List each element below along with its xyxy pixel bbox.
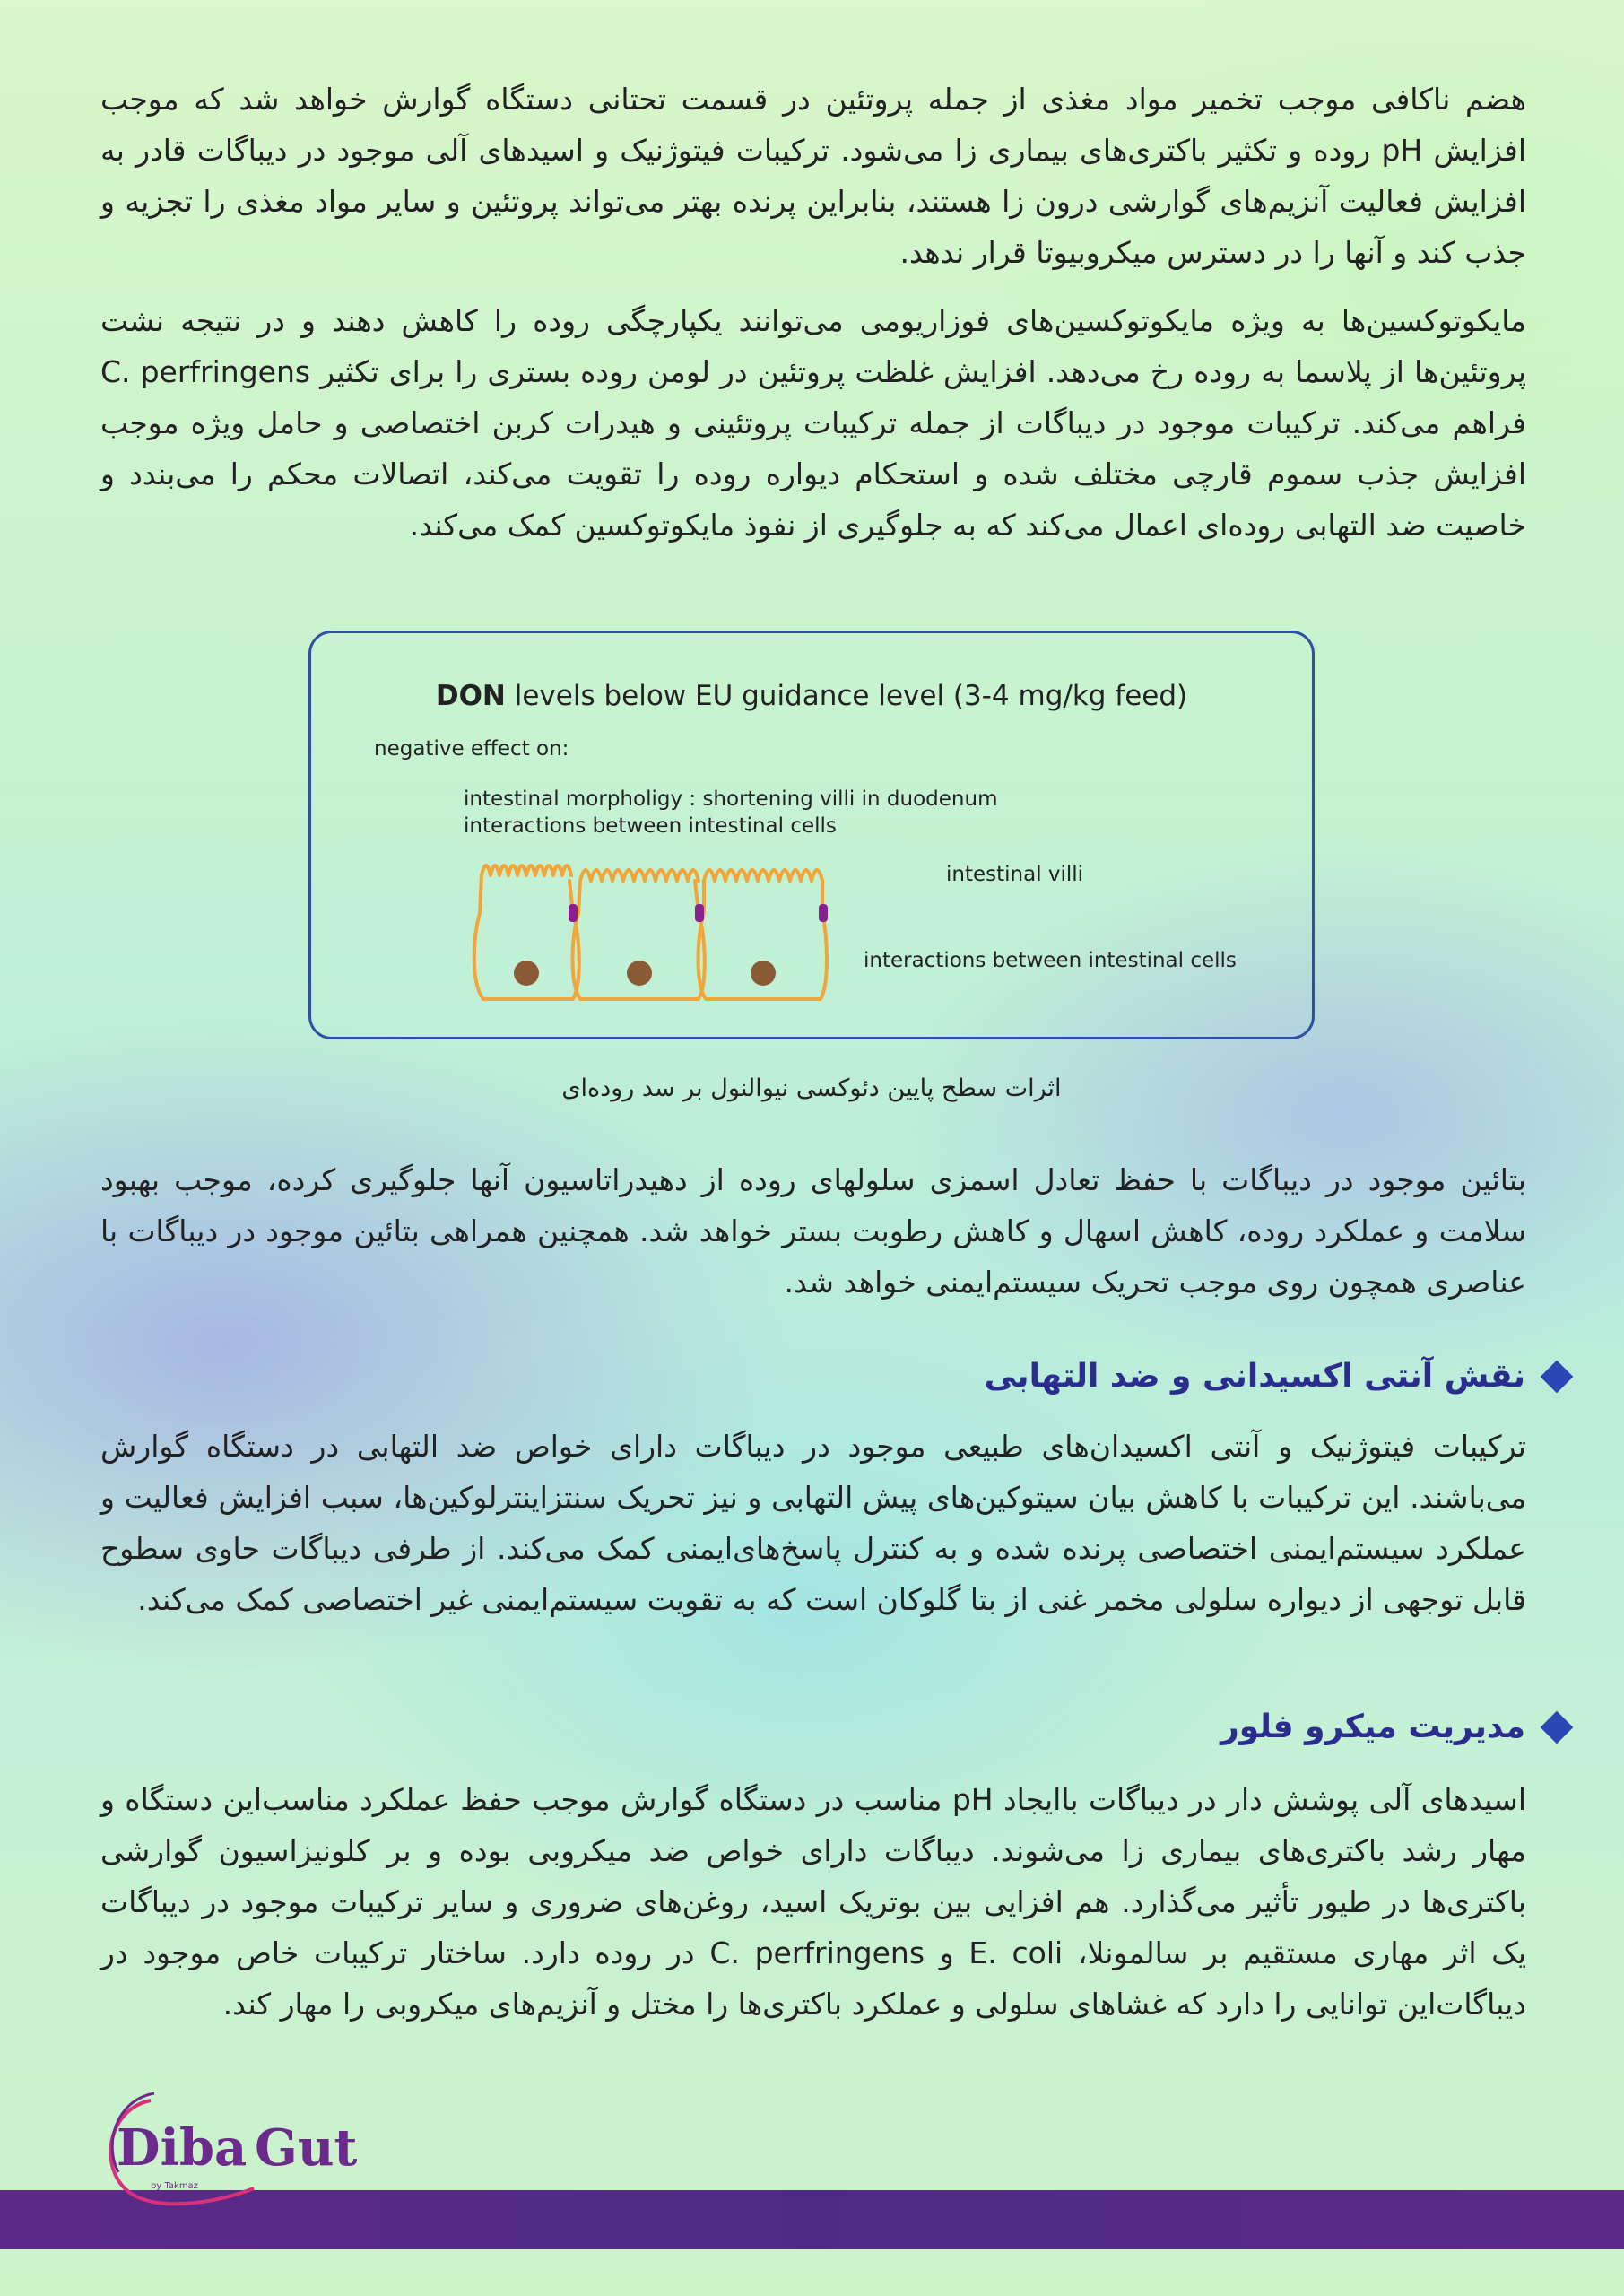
cell-2-villi [580,870,699,881]
logo-text-diba: Diba [117,2118,248,2178]
label-cell-interactions: interactions between intestinal cells [864,949,1237,972]
nucleus-1 [514,961,539,986]
paragraph-antioxidant: ترکیبات فیتوژنیک و آنتی اکسیدان‌های طبیعی موجود در دیباگات دارای خواص ضد التهابی در دستگاه گوارش می‌باشند. این ترکیبات با کاهش بیان سیتوکین‌های پیش التهابی و نیز تحریک سنتزاینترلوکین‌ها، سبب افزایش فعالیت و عملکرد سیستم‌ایمنی اختصاصی پرنده شده و به کنترل پاسخ‌های‌ایمنی کمک می‌کند. از طرفی دیباگات حاوی سطوح قابل توجهی از دیواره سلولی مخمر غنی از بتا گلوکان است که به تقویت سیستم‌ایمنی غیر اختصاصی کمک می‌کند. [100,1429,1526,1617]
effect-item-interactions: interactions between intestinal cells [464,814,837,838]
cell-1-villi [482,865,571,875]
figure-caption: اثرات سطح پایین دئوکسی نیوالنول بر سد روده‌ای [561,1074,1062,1102]
figure-title-rest: levels below EU guidance level (3-4 mg/kg feed) [505,680,1188,712]
intestinal-cells-diagram [464,848,867,1010]
logo-tagline: by Takmaz [151,2181,198,2191]
logo-text-gut: Gut [255,2118,358,2178]
junction-2 [695,904,704,922]
figure-title [311,680,1312,712]
heading-microflora-text: مدیریت میکرو فلور [1220,1709,1525,1745]
label-intestinal-villi: intestinal villi [946,863,1084,886]
negative-effect-label: negative effect on: [374,737,569,761]
diamond-bullet-icon [1541,1360,1574,1393]
heading-microflora [1220,1709,1568,1745]
paragraph-betaine: بتائین موجود در دیباگات با حفظ تعادل اسمزی سلولهای روده از دهیدراتاسیون آنها جلوگیری کرده، موجب بهبود سلامت و عملکرد روده، کاهش اسهال و کاهش رطوبت بستر خواهد شد. همچنین همراهی بتائین موجود در دیباگات با عناصری همچون روی موجب تحریک سیستم‌ایمنی خواهد شد. [100,1162,1526,1300]
figure-title-bold: DON [435,680,506,712]
diamond-bullet-icon [1541,1710,1574,1744]
don-figure [308,631,1315,1039]
nucleus-2 [627,961,652,986]
paragraph-digestion: هضم ناکافی موجب تخمیر مواد مغذی از جمله پروتئین در قسمت تحتانی دستگاه گوارش خواهد شد که موجب افزایش pH روده و تکثیر باکتری‌های بیماری زا می‌شود. ترکیبات فیتوژنیک و اسیدهای آلی موجود در دیباگات قادر به افزایش فعالیت آنزیم‌های گوارشی درون زا هستند، بنابراین پرنده بهتر می‌تواند پروتئین و سایر مواد مغذی را تجزیه و جذب کند و آنها را در دسترس میکروبیوتا قرار ندهد. [100,82,1526,270]
junction-3 [819,904,828,922]
heading-antioxidant-text: نقش آنتی اکسیدانی و ضد التهابی [984,1358,1525,1395]
nucleus-3 [751,961,776,986]
effect-item-morphology: intestinal morpholigy : shortening villi in duodenum [464,787,998,811]
diba-gut-logo [97,2083,366,2208]
paragraph-microflora: اسیدهای آلی پوشش دار در دیباگات باایجاد pH مناسب در دستگاه گوارش موجب حفظ عملکرد مناسب‌این دستگاه و مهار رشد باکتری‌های بیماری زا می‌شوند. دیباگات دارای خواص ضد میکروبی بوده و بر کلونیزاسیون گوارشی باکتری‌ها در طیور تأثیر می‌گذارد. هم افزایی بین بوتریک اسید، روغن‌های ضروری و سایر ترکیبات موجود در دیباگات یک اثر مهاری مستقیم بر سالمونلا، E. coli و C. perfringens در روده دارد. ساختار ترکیبات خاص موجود در دیباگات‌این توانایی را دارد که غشاهای سلولی و عملکرد باکتری‌ها را مختل و آنزیم‌های میکروبی را مهار کند. [100,1782,1527,2022]
paragraph-mycotoxins: مایکوتوکسین‌ها به ویژه مایکوتوکسین‌های فوزاریومی می‌توانند یکپارچگی روده را کاهش دهند و در نتیجه نشت پروتئین‌ها از پلاسما به روده رخ می‌دهد. افزایش غلظت پروتئین در لومن روده بستری را برای تکثیر C. perfringens فراهم می‌کند. ترکیبات موجود در دیباگات از جمله ترکیبات پروتئینی و هیدرات کربن اختصاصی و حامل ویژه موجب افزایش جذب سموم قارچی مختلف شده و استحکام دیواره روده را تقویت می‌کند، اتصالات محکم را می‌بندد و خاصیت ضد التهابی روده‌ای اعمال می‌کند که به جلوگیری از نفوذ مایکوتوکسین کمک می‌کند. [100,303,1526,543]
heading-antioxidant [985,1358,1568,1395]
cell-3-villi [704,870,822,881]
junction-1 [569,904,578,922]
